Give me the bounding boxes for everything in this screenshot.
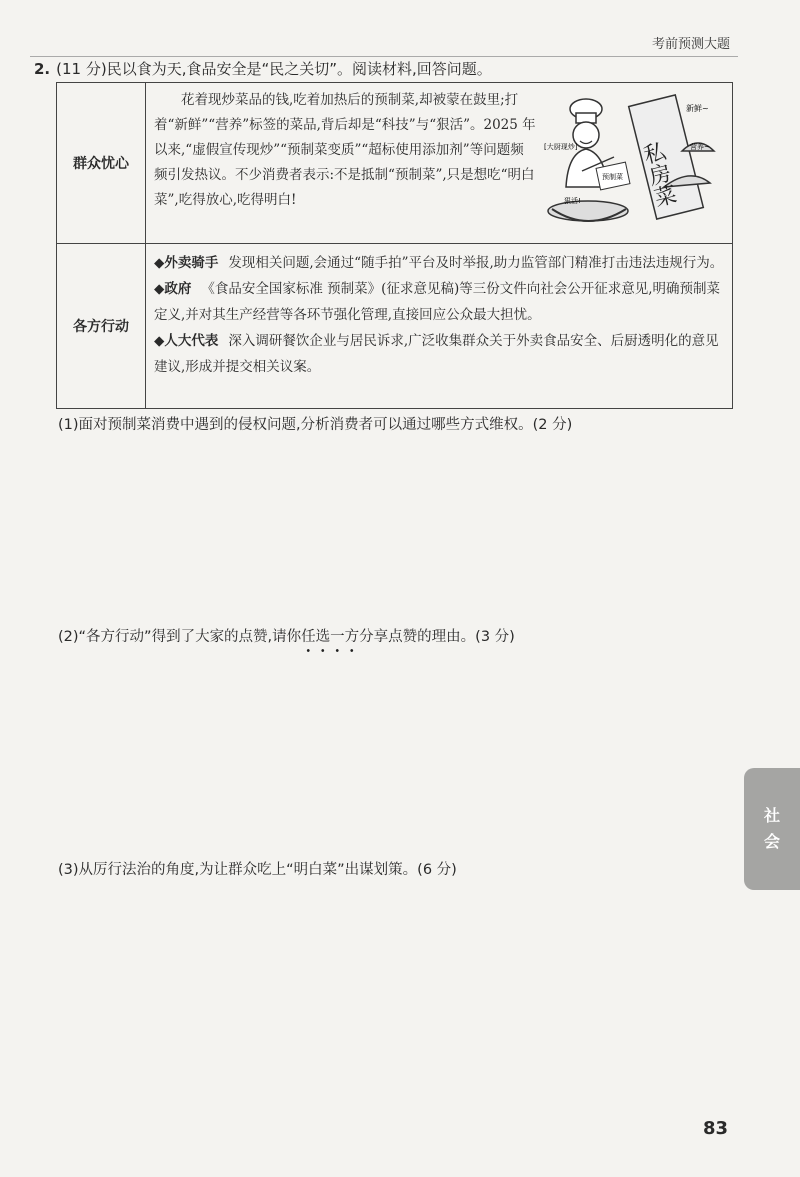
sub-question-2-pre: (2)“各方行动”得到了大家的点赞,请你 [58,629,302,645]
header-rule [30,56,738,57]
table-row-concern [57,83,732,244]
action-text-government: 《食品安全国家标准 预制菜》(征求意见稿)等三份文件向社会公开征求意见,明确预制菜定义,并对其生产经营等各环节强化管理,直接回应公众最大担忧。 [154,281,721,323]
question-stem-text: (11 分)民以食为天,食品安全是“民之关切”。阅读材料,回答问题。 [56,60,492,78]
label-tricks: 狠活! [564,197,581,205]
sign-private-kitchen: 私房菜 [637,139,679,210]
action-item-deputy [154,328,724,380]
tag-prefab: 预制菜 [602,173,623,181]
action-text-deputy: 深入调研餐饮企业与居民诉求,广泛收集群众关于外卖食品安全、后厨透明化的意见建议,形成并提交相关议案。 [154,333,719,375]
action-item-government [154,276,724,328]
caption-chef-frying: [大厨现炒] [544,143,578,151]
tag-nutrition: 营养~ [690,143,710,151]
sub-question-2-post: 分享点赞的理由。(3 分) [359,629,515,645]
question-number: 2. [34,60,51,78]
sub-question-2-emphasis: 任选一方 [301,629,360,645]
row-content-concern [146,83,732,243]
question-stem [34,58,492,79]
page-number: 83 [702,1118,728,1139]
action-who-government: ◆政府 [154,281,192,297]
side-tab-line1: 社 [763,806,780,825]
header-title: 考前预测大题 [651,37,730,52]
sub-question-3: (3)从厉行法治的角度,为让群众吃上“明白菜”出谋划策。(6 分) [58,862,457,878]
sub-question-1: (1)面对预制菜消费中遇到的侵权问题,分析消费者可以通过哪些方式维权。(2 分) [58,417,573,433]
caption-fresh: 新鲜~ [686,104,709,113]
side-tab-line2: 会 [763,832,780,851]
table-row-actions [57,244,732,408]
chef-cartoon-illustration [542,91,722,239]
action-who-rider: ◆外卖骑手 [154,255,219,271]
concern-text: 花着现炒菜品的钱,吃着加热后的预制菜,却被蒙在鼓里;打着“新鲜”“营养”标签的菜品,背后却是“科技”与“狠活”。2025 年以来,“虚假宣传现炒”“预制菜变质”“超标使用添加剂”等问题频频引发热议。不少消费者表示:不是抵制“预制菜”,只是想吃“明白菜”,吃得放心,吃得明白! [154,92,536,208]
row-label-actions: 各方行动 [57,244,146,408]
row-label-concern: 群众忧心 [57,83,146,243]
action-who-deputy: ◆人大代表 [154,333,219,349]
sub-question-2 [58,625,515,646]
material-table [56,82,733,409]
side-tab-society [744,768,800,890]
row-content-actions [146,244,732,408]
action-item-rider [154,250,724,276]
action-text-rider: 发现相关问题,会通过“随手拍”平台及时举报,助力监管部门精准打击违法违规行为。 [228,255,724,271]
